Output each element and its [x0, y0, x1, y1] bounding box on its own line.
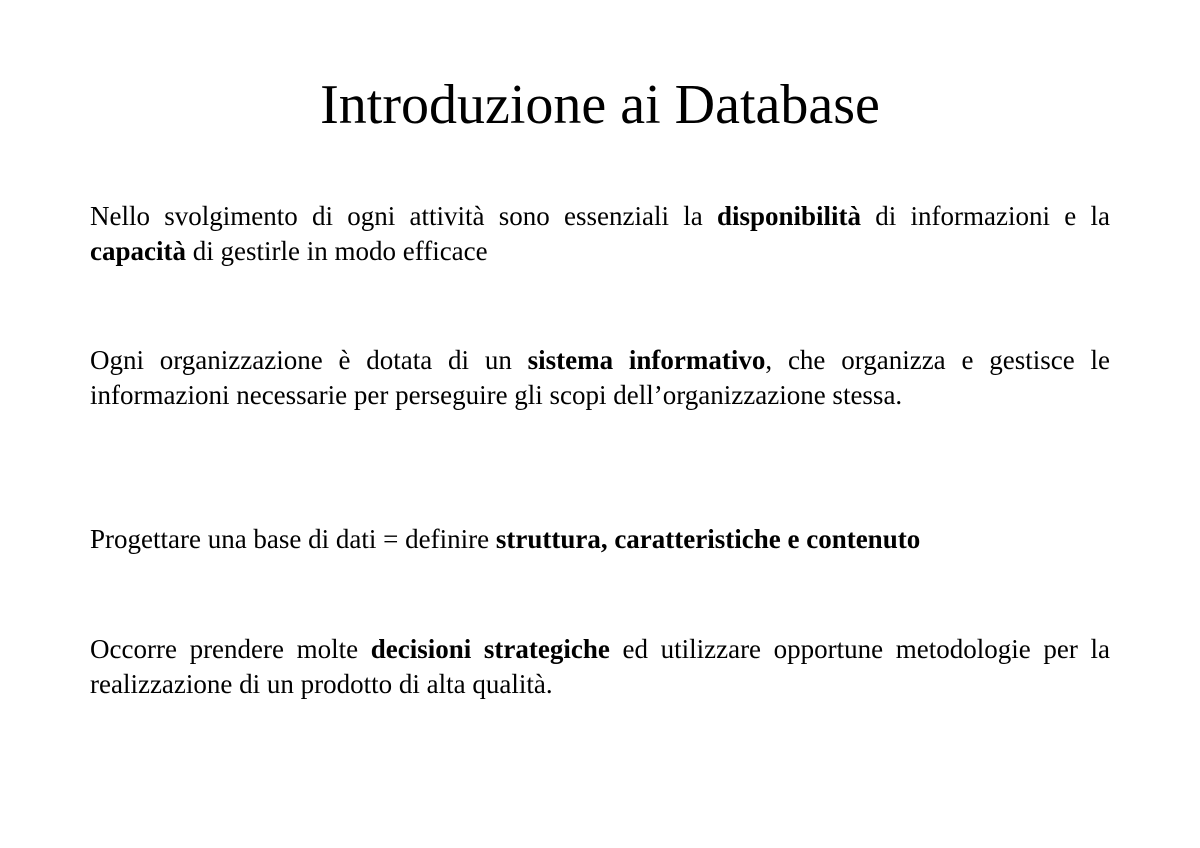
paragraph-information-system — [90, 343, 1110, 413]
paragraph-database-design — [90, 522, 1110, 557]
paragraph-text: Occorre prendere molte — [90, 634, 371, 664]
paragraph-text: Nello svolgimento di ogni attività sono essenziali la — [90, 201, 717, 231]
bold-term-sistema-informativo: sistema informativo — [527, 345, 766, 375]
paragraph-text: di informazioni e la — [861, 201, 1110, 231]
paragraph-strategic-decisions — [90, 632, 1110, 702]
bold-term-decisioni-strategiche: decisioni strategiche — [370, 634, 610, 664]
bold-term-disponibilita: disponibilità — [716, 201, 862, 231]
slide-title: Introduzione ai Database — [320, 74, 880, 136]
bold-term-capacita: capacità — [90, 236, 186, 266]
paragraph-availability — [90, 199, 1110, 269]
paragraph-text: , che organizza e gestisce le informazioni necessarie per perseguire gli scopi dell’organizzazione stessa. — [90, 345, 1110, 410]
paragraph-text: Progettare una base di dati = definire — [90, 524, 496, 554]
paragraph-text: di gestirle in modo efficace — [185, 236, 488, 266]
paragraph-text: Ogni organizzazione è dotata di un — [90, 345, 528, 375]
bold-term-struttura: struttura, caratteristiche e contenuto — [495, 524, 921, 554]
paragraph-text: ed utilizzare opportune metodologie per la realizzazione di un prodotto di alta qualità. — [90, 634, 1110, 699]
